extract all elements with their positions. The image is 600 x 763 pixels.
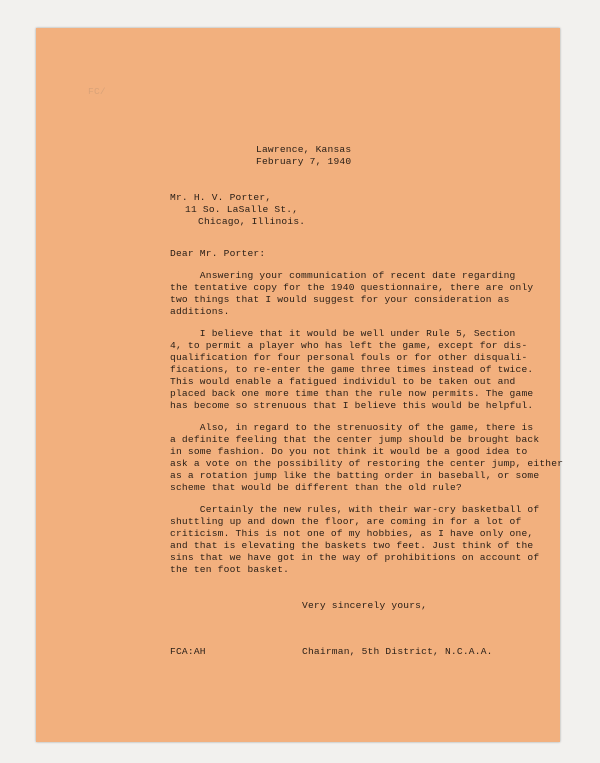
body-line: scheme that would be different than the old rule? bbox=[170, 482, 462, 493]
body-line: sins that we have got in the way of prohibitions on account of bbox=[170, 552, 540, 563]
body-line: the tentative copy for the 1940 questionnaire, there are only bbox=[170, 282, 534, 293]
body-line: Certainly the new rules, with their war-cry basketball of bbox=[170, 504, 540, 515]
body-line: 4, to permit a player who has left the game, except for dis- bbox=[170, 340, 528, 351]
closing: Very sincerely yours, bbox=[302, 600, 428, 611]
body-line: Also, in regard to the strenuosity of the game, there is bbox=[170, 422, 534, 433]
body-line: a definite feeling that the center jump should be brought back bbox=[170, 434, 540, 445]
body-line: ask a vote on the possibility of restoring the center jump, either bbox=[170, 458, 564, 469]
body-line: additions. bbox=[170, 306, 230, 317]
typist-initials: FCA:AH bbox=[170, 646, 206, 657]
body-line: Answering your communication of recent date regarding bbox=[170, 270, 516, 281]
recipient-name: Mr. H. V. Porter, bbox=[170, 192, 272, 203]
body-line: and that is elevating the baskets two feet. Just think of the bbox=[170, 540, 534, 551]
body-line: as a rotation jump like the batting order in baseball, or some bbox=[170, 470, 540, 481]
recipient-street: 11 So. LaSalle St., bbox=[185, 204, 299, 215]
body-line: two things that I would suggest for your consideration as bbox=[170, 294, 510, 305]
body-line: This would enable a fatigued individul to be taken out and bbox=[170, 376, 516, 387]
body-line: placed back one more time than the rule now permits. The game bbox=[170, 388, 534, 399]
letter-date: February 7, 1940 bbox=[256, 156, 352, 167]
letter-place: Lawrence, Kansas bbox=[256, 144, 352, 155]
salutation: Dear Mr. Porter: bbox=[170, 248, 266, 259]
recipient-city: Chicago, Illinois. bbox=[198, 216, 306, 227]
faint-mark: FC/ bbox=[88, 86, 106, 97]
body-line: I believe that it would be well under Rule 5, Section bbox=[170, 328, 516, 339]
body-line: the ten foot basket. bbox=[170, 564, 290, 575]
body-line: in some fashion. Do you not think it would be a good idea to bbox=[170, 446, 528, 457]
body-line: fications, to re-enter the game three times instead of twice. bbox=[170, 364, 534, 375]
body-line: shuttling up and down the floor, are coming in for a lot of bbox=[170, 516, 522, 527]
signature-title: Chairman, 5th District, N.C.A.A. bbox=[302, 646, 493, 657]
body-line: criticism. This is not one of my hobbies, as I have only one, bbox=[170, 528, 534, 539]
body-line: qualification for four personal fouls or for other disquali- bbox=[170, 352, 528, 363]
body-line: has become so strenuous that I believe this would be helpful. bbox=[170, 400, 534, 411]
